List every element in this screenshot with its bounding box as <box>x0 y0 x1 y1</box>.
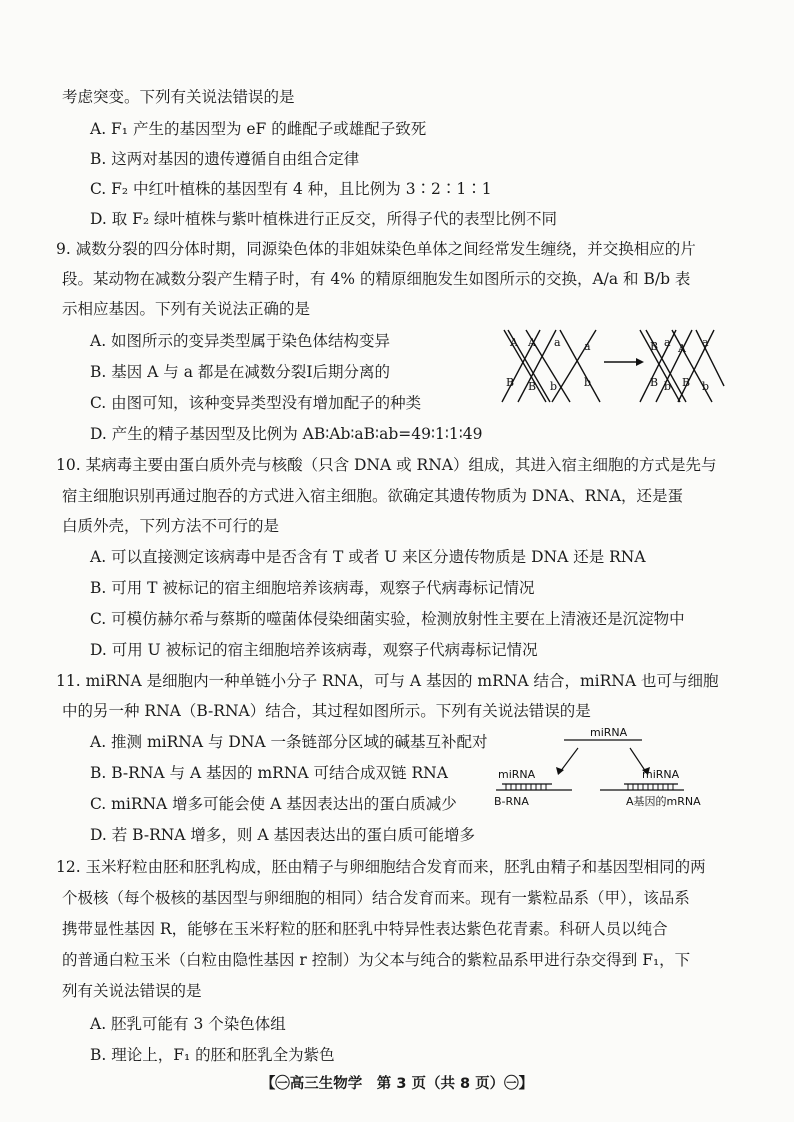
q11-option-d: D. 若 B-RNA 增多，则 A 基因表达出的蛋白质可能增多 <box>90 826 475 844</box>
q9-fig-label: b <box>584 376 592 389</box>
q9-option-c: C. 由图可知，该种变异类型没有增加配子的种类 <box>90 394 422 412</box>
q9-fig-label: B <box>650 376 659 389</box>
q11-fig-label-right-top: miRNA <box>642 768 680 781</box>
q9-stem-line-3: 示相应基因。下列有关说法正确的是 <box>62 300 311 318</box>
q12-stem-line-3: 携带显性基因 R，能够在玉米籽粒的胚和胚乳中特异性表达紫色花青素。科研人员以纯合 <box>62 920 668 938</box>
q9-fig-label: a <box>702 336 709 349</box>
q9-fig-label: B <box>528 380 537 393</box>
q12-option-b: B. 理论上，F₁ 的胚和胚乳全为紫色 <box>90 1046 335 1064</box>
q12-option-a: A. 胚乳可能有 3 个染色体组 <box>90 1015 286 1033</box>
q8-option-c: C. F₂ 中红叶植株的基因型有 4 种，且比例为 3∶2∶1∶1 <box>90 180 492 198</box>
q11-stem-line-2: 中的另一种 RNA（B-RNA）结合，其过程如图所示。下列有关说法错误的是 <box>62 702 591 720</box>
q11-option-b: B. B-RNA 与 A 基因的 mRNA 可结合成双链 RNA <box>90 764 448 782</box>
q9-fig-label: a <box>664 336 671 349</box>
q11-option-c: C. miRNA 增多可能会使 A 基因表达出的蛋白质减少 <box>90 795 457 813</box>
q10-option-c: C. 可模仿赫尔希与蔡斯的噬菌体侵染细菌实验，检测放射性主要在上清液还是沉淀物中 <box>90 610 685 628</box>
q9-fig-label: A <box>528 336 536 349</box>
q9-fig-label: a <box>554 336 561 349</box>
q10-stem-line-3: 白质外壳，下列方法不可行的是 <box>62 517 280 535</box>
q11-option-a: A. 推测 miRNA 与 DNA 一条链部分区域的碱基互补配对 <box>90 733 488 751</box>
page-footer: 【㊀高三生物学 第 3 页（共 8 页）㊀】 <box>260 1076 534 1092</box>
q11-fig-label-right-bottom: A基因的mRNA <box>626 795 701 808</box>
q9-fig-label: a <box>584 340 591 353</box>
q9-crossover-figure <box>500 328 730 406</box>
q11-stem-line-1: 11. miRNA 是细胞内一种单链小分子 RNA，可与 A 基因的 mRNA 结合，miRNA 也可与细胞 <box>56 672 719 690</box>
q10-option-a: A. 可以直接测定该病毒中是否含有 T 或者 U 来区分遗传物质是 DNA 还是 RNA <box>90 548 646 566</box>
q9-stem-line-1: 9. 减数分裂的四分体时期，同源染色体的非姐妹染色单体之间经常发生缠绕，并交换相应的片 <box>56 240 696 258</box>
q10-option-b: B. 可用 T 被标记的宿主细胞培养该病毒，观察子代病毒标记情况 <box>90 579 535 597</box>
q11-mirna-figure <box>492 726 718 812</box>
q9-option-d: D. 产生的精子基因型及比例为 AB∶Ab∶aB∶ab=49∶1∶1∶49 <box>90 425 483 443</box>
q9-fig-label: A <box>510 336 518 349</box>
q12-stem-line-5: 列有关说法错误的是 <box>62 982 202 1000</box>
q9-fig-label: B <box>506 376 515 389</box>
q9-fig-label: b <box>702 380 710 393</box>
q8-stem-continued: 考虑突变。下列有关说法错误的是 <box>62 88 295 106</box>
q10-stem-line-1: 10. 某病毒主要由蛋白质外壳与核酸（只含 DNA 或 RNA）组成，其进入宿主细胞的方式是先与 <box>56 456 717 474</box>
q12-stem-line-2: 个极核（每个极核的基因型与卵细胞的相同）结合发育而来。现有一紫粒品系（甲），该品系 <box>62 889 690 907</box>
q11-fig-label-top: miRNA <box>590 726 628 739</box>
q8-option-a: A. F₁ 产生的基因型为 eF 的雌配子或雄配子致死 <box>90 120 427 138</box>
q9-fig-label: A <box>678 342 686 355</box>
q10-option-d: D. 可用 U 被标记的宿主细胞培养该病毒，观察子代病毒标记情况 <box>90 641 538 659</box>
q9-fig-label: b <box>664 380 672 393</box>
q9-stem-line-2: 段。某动物在减数分裂产生精子时，有 4% 的精原细胞发生如图所示的交换，A/a 和 B/b 表 <box>62 270 691 288</box>
q11-fig-label-left-top: miRNA <box>498 768 536 781</box>
q9-fig-label: B <box>682 376 691 389</box>
q12-stem-line-1: 12. 玉米籽粒由胚和胚乳构成，胚由精子与卵细胞结合发育而来，胚乳由精子和基因型相同的两 <box>56 858 706 876</box>
q9-fig-label: B <box>650 340 659 353</box>
q8-option-b: B. 这两对基因的遗传遵循自由组合定律 <box>90 150 360 168</box>
q11-fig-label-left-bottom: B-RNA <box>494 795 529 808</box>
q9-fig-label: b <box>550 380 558 393</box>
q10-stem-line-2: 宿主细胞识别再通过胞吞的方式进入宿主细胞。欲确定其遗传物质为 DNA、RNA，还是蛋 <box>62 487 684 505</box>
q12-stem-line-4: 的普通白粒玉米（白粒由隐性基因 r 控制）为父本与纯合的紫粒品系甲进行杂交得到 F₁，下 <box>62 951 691 969</box>
q9-option-b: B. 基因 A 与 a 都是在减数分裂Ⅰ后期分离的 <box>90 363 391 381</box>
q9-option-a: A. 如图所示的变异类型属于染色体结构变异 <box>90 332 391 350</box>
q8-option-d: D. 取 F₂ 绿叶植株与紫叶植株进行正反交，所得子代的表型比例不同 <box>90 210 558 228</box>
